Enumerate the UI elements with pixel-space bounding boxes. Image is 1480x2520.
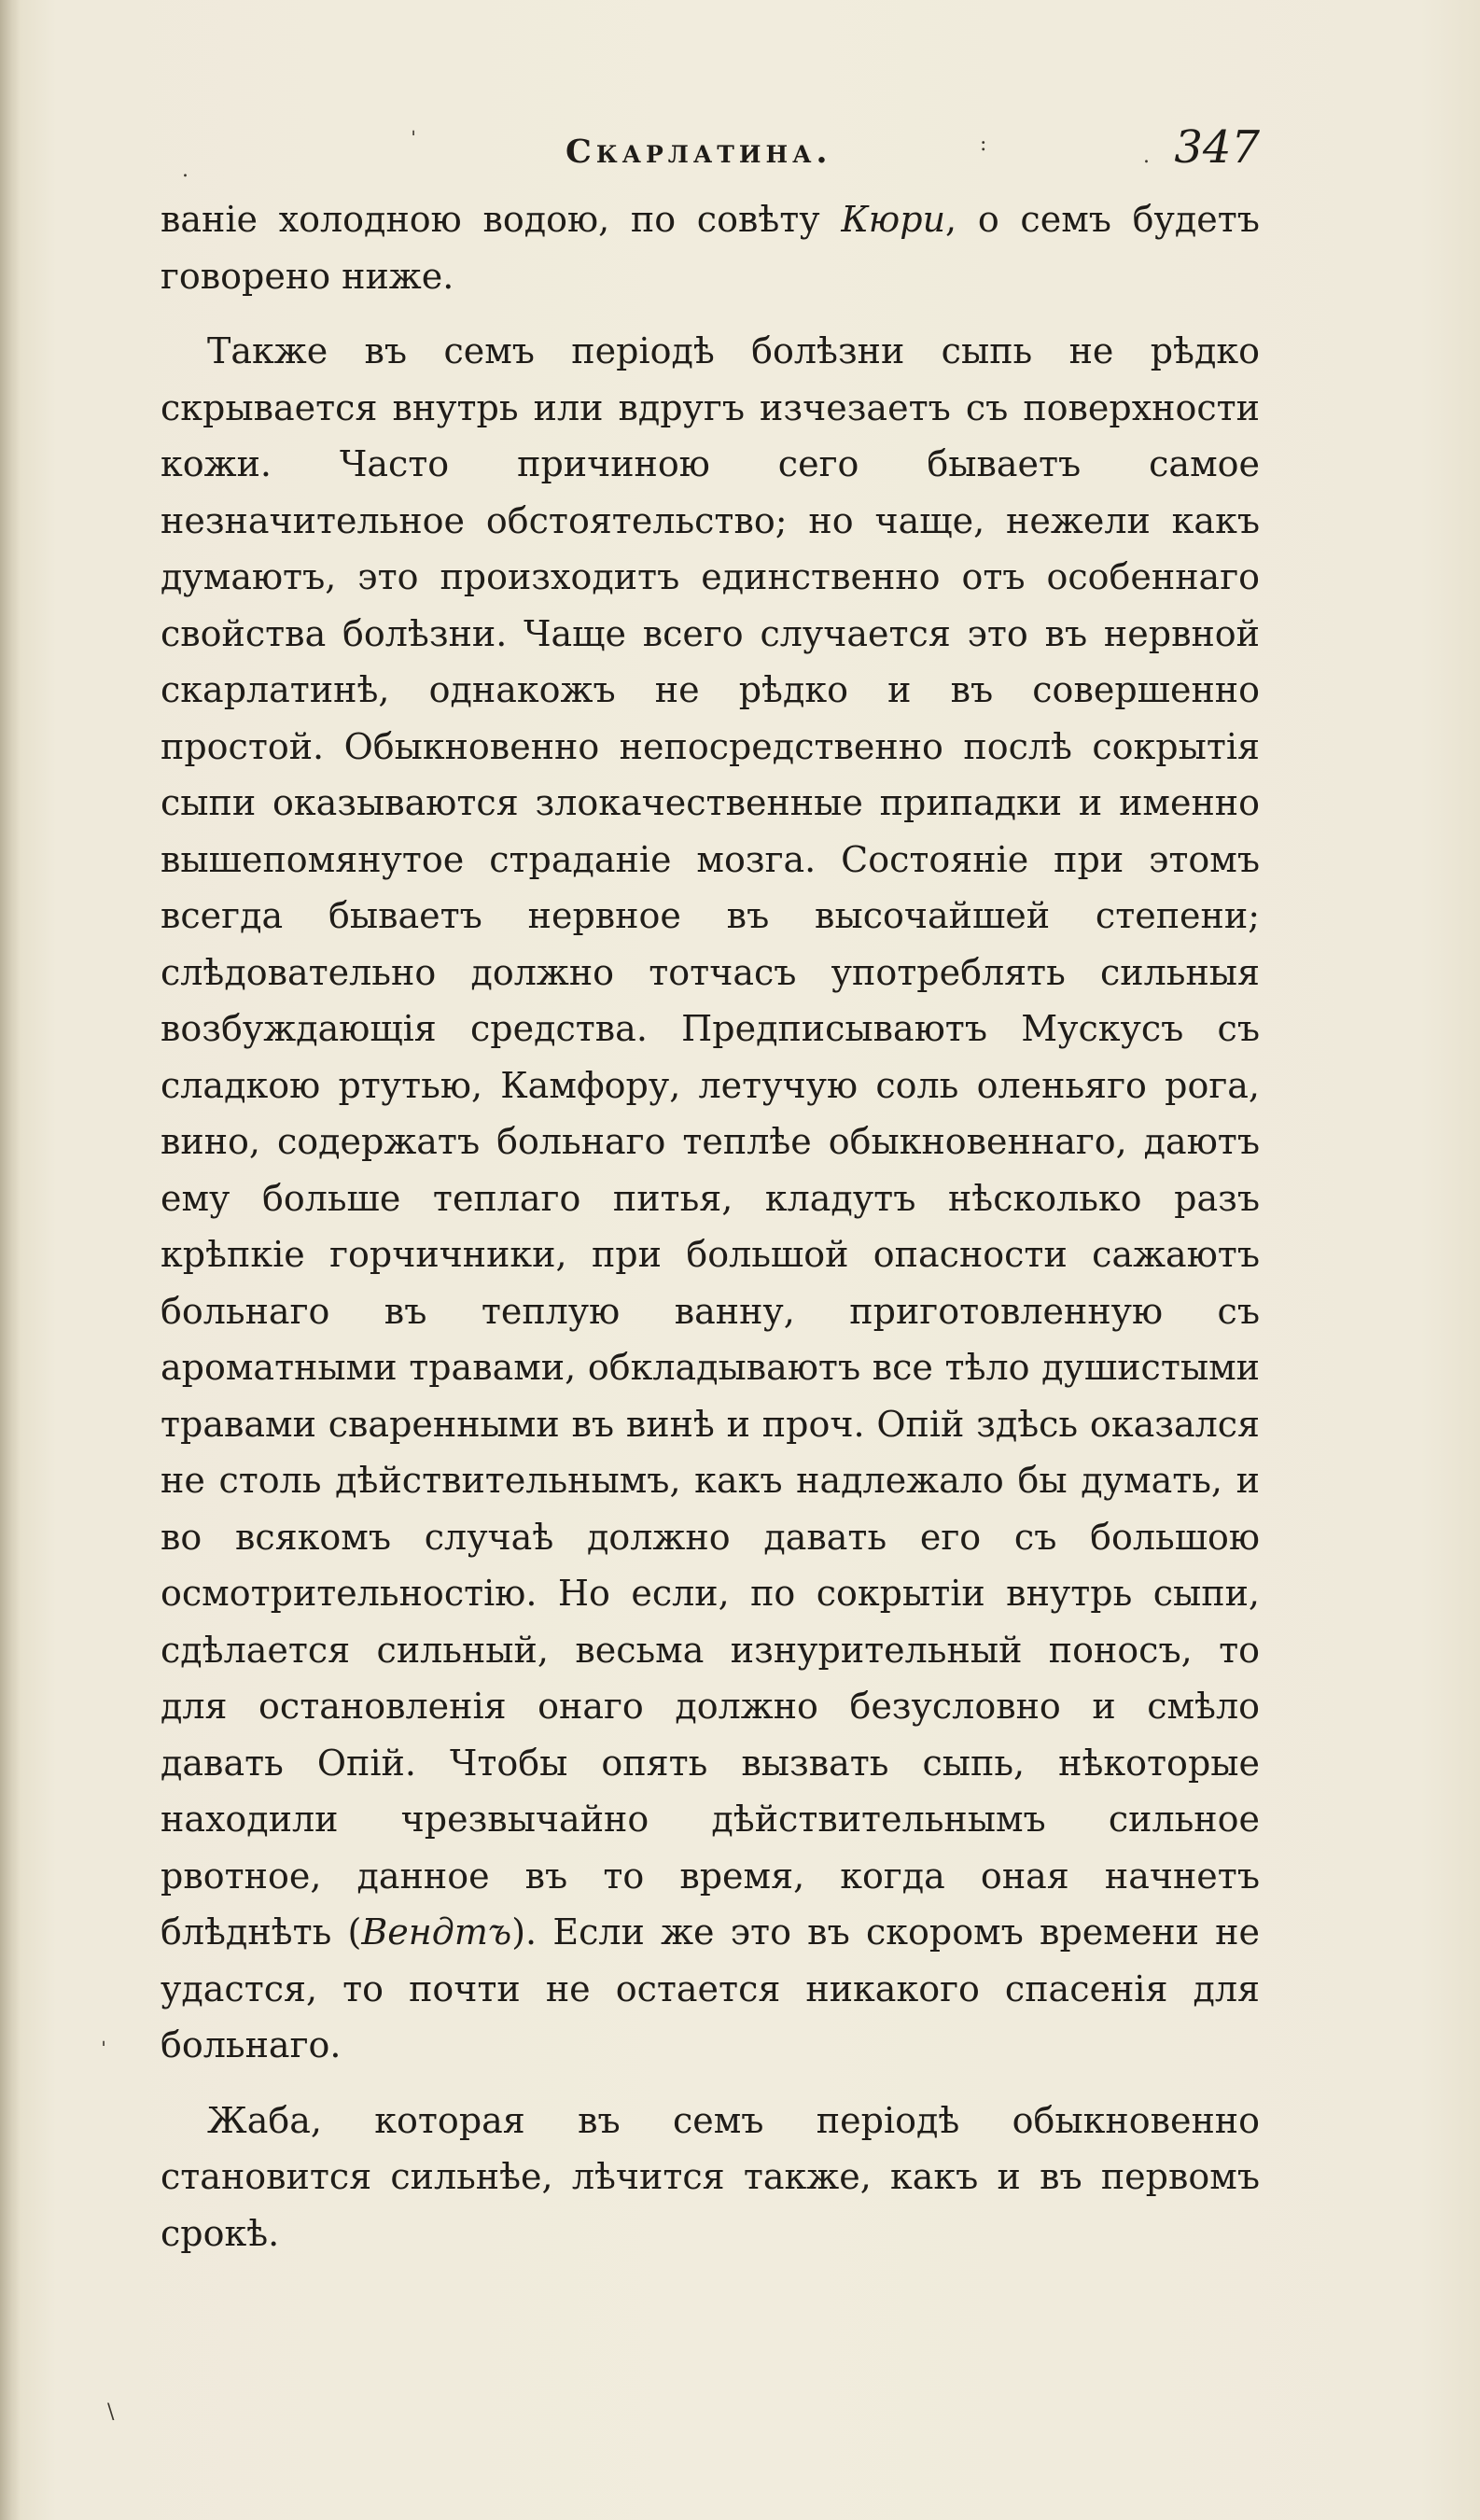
print-speck: \ <box>107 2401 115 2424</box>
paragraph <box>161 323 1260 2074</box>
text-run: Жаба, которая въ семъ періодѣ обыкновенно становится сильнѣе, лѣчится также, какъ и въ первомъ срокѣ. <box>161 2099 1260 2254</box>
print-speck: ˈ <box>411 129 417 152</box>
print-speck: . <box>182 159 188 182</box>
text-run: ). Если же это въ скоромъ времени не удастся, то почти не остается никакого спасенія для больнаго. <box>161 1911 1261 2065</box>
author-name: Кюри <box>841 199 946 240</box>
print-speck: ˈ <box>101 2039 107 2063</box>
author-name: Вендтъ <box>361 1911 512 1953</box>
print-speck: : <box>980 133 987 156</box>
body-text <box>161 191 1260 2261</box>
running-title: Скарлатина. <box>565 133 832 171</box>
text-run: Также въ семъ періодѣ болѣзни сыпь не рѣдко скрывается внутрь или вдругъ изчезаетъ съ поверхности кожи. Часто причиною сего бываетъ самое незначительное обстоятельство; но чаще, нежели какъ думаютъ, это произходитъ единственно отъ особеннаго свойства болѣзни. Чаще всего случается это въ нервной скарлатинѣ, однакожъ не рѣдко и въ совершенно простой. Обыкновенно непосредственно послѣ сокрытія сыпи оказываются злокачественные припадки и именно вышепомянутое страданіе мозга. Состояніе при этомъ всегда бываетъ нервное въ высочайшей степени; слѣдовательно должно тотчасъ употреблять сильныя возбуждающія средства. Предписываютъ Мускусъ съ сладкою ртутью, Камфору, летучую соль оленьяго рога, вино, содержатъ больнаго теплѣе обыкновеннаго, даютъ ему больше теплаго питья, кладутъ нѣсколько разъ крѣпкіе горчичники, при большой опасности сажаютъ больнаго въ теплую ванну, приготовленную съ ароматными травами, обкладываютъ все тѣло душистыми травами сваренными въ винѣ и проч. Опій здѣсь оказался не столь дѣйствительнымъ, какъ надлежало бы думать, и во всякомъ случаѣ должно давать его съ большою осмотрительностію. Но если, по сокрытіи внутрь сыпи, сдѣлается сильный, весьма изнурительный поносъ, то для остановленія онаго должно безусловно и смѣло давать Опій. Чтобы опять вызвать сыпь, нѣкоторые находили чрезвычайно дѣйствительнымъ сильное рвотное, данное въ то время, когда оная начнетъ блѣднѣть ( <box>161 330 1260 1953</box>
page-spine-shadow <box>0 0 21 2520</box>
page-number: 347 <box>1174 121 1260 174</box>
print-speck: . <box>1143 145 1150 168</box>
text-run: ваніе холодною водою, по совѣту <box>161 199 842 240</box>
paragraph <box>161 191 1260 304</box>
running-head <box>187 121 1260 177</box>
text-run: , о семъ будетъ говорено ниже. <box>161 199 1260 297</box>
paragraph <box>161 2093 1260 2262</box>
